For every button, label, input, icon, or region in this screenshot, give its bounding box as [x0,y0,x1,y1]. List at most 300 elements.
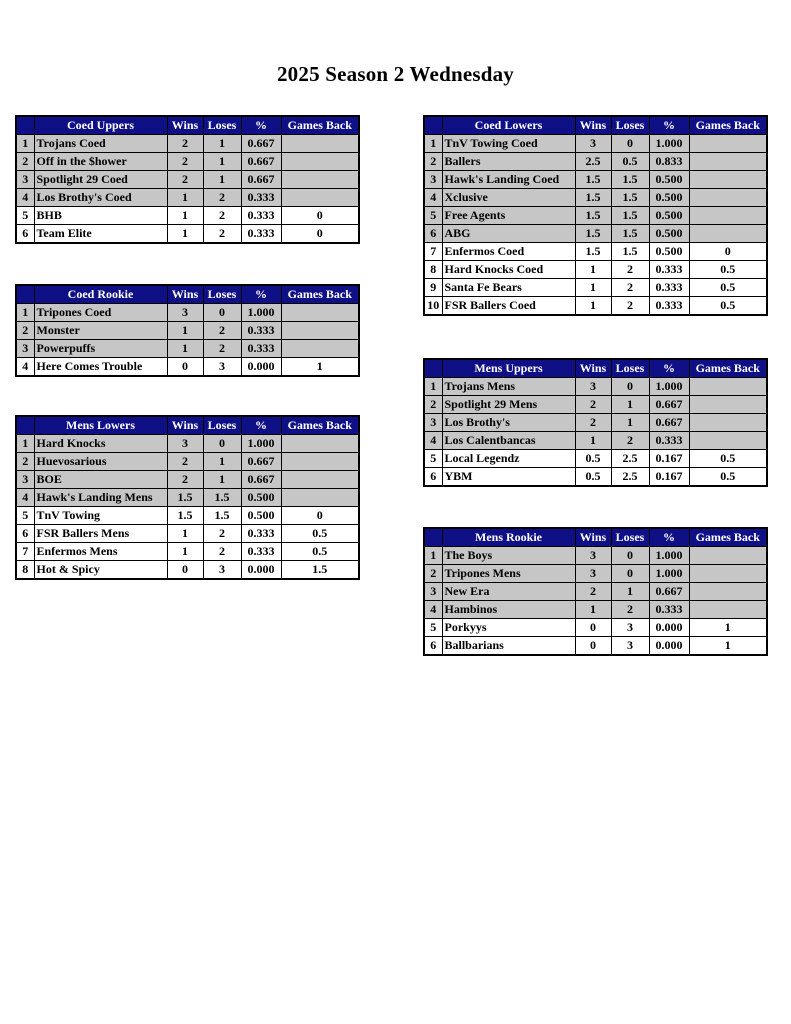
pct-cell: 0.333 [241,543,281,561]
pct-cell: 0.500 [649,189,689,207]
pct-cell: 0.667 [241,453,281,471]
wins-cell: 2 [167,135,203,153]
wins-cell: 1.5 [575,225,611,243]
division-title: Coed Lowers [442,116,575,135]
table-row [16,171,359,189]
games-back-cell [689,153,767,171]
team-cell: Enfermos Mens [34,543,167,561]
pct-cell: 0.667 [649,583,689,601]
loses-cell: 0 [611,547,649,565]
team-cell: Spotlight 29 Coed [34,171,167,189]
loses-cell: 1.5 [611,207,649,225]
loses-cell: 0.5 [611,153,649,171]
rank-cell: 1 [16,304,34,322]
rank-column-header [16,416,34,435]
games-back-cell [689,189,767,207]
rank-column-header [16,116,34,135]
standings-table-coed-lowers [423,115,768,316]
games-back-cell [689,171,767,189]
rank-cell: 1 [424,378,442,396]
loses-cell: 3 [611,619,649,637]
table-row [16,225,359,244]
team-cell: Hambinos [442,601,575,619]
loses-cell: 1.5 [611,225,649,243]
rank-column-header [424,528,442,547]
wins-column-header: Wins [575,116,611,135]
wins-column-header: Wins [167,285,203,304]
loses-cell: 0 [611,135,649,153]
loses-column-header: Loses [203,116,241,135]
wins-cell: 0.5 [575,450,611,468]
table-row [424,297,767,316]
table-row [424,189,767,207]
wins-cell: 1 [575,279,611,297]
pct-cell: 0.667 [241,135,281,153]
table-row [16,322,359,340]
table-row [424,583,767,601]
pct-cell: 0.000 [241,358,281,377]
page-title: 2025 Season 2 Wednesday [276,62,514,86]
games-back-cell: 0 [281,207,359,225]
wins-cell: 1.5 [575,189,611,207]
games-back-cell [689,225,767,243]
rank-cell: 6 [16,225,34,244]
pct-cell: 0.333 [649,279,689,297]
table-row [424,565,767,583]
games-back-cell [689,547,767,565]
loses-cell: 1 [203,171,241,189]
table-row [424,243,767,261]
loses-column-header: Loses [611,528,649,547]
wins-cell: 1 [575,601,611,619]
rank-cell: 1 [424,135,442,153]
rank-cell: 7 [424,243,442,261]
team-cell: Hawk's Landing Coed [442,171,575,189]
wins-cell: 2 [575,396,611,414]
table-row [16,471,359,489]
loses-cell: 1 [203,135,241,153]
wins-cell: 1 [167,207,203,225]
pct-cell: 1.000 [649,135,689,153]
loses-cell: 3 [203,561,241,580]
wins-cell: 0 [575,619,611,637]
standings-table-mens-uppers [423,358,768,487]
table-row [424,547,767,565]
table-row [16,489,359,507]
table-row [424,378,767,396]
rank-cell: 5 [424,207,442,225]
wins-cell: 1 [167,322,203,340]
table-row [16,561,359,580]
division-title: Mens Lowers [34,416,167,435]
table-row [424,153,767,171]
table-row [424,637,767,656]
rank-cell: 1 [16,135,34,153]
games-back-cell [281,435,359,453]
games-back-cell: 1 [689,637,767,656]
standings-table-mens-rookie [423,527,768,656]
wins-cell: 1 [575,261,611,279]
rank-cell: 2 [424,565,442,583]
table-header-row [424,116,767,135]
wins-cell: 3 [575,565,611,583]
team-cell: Hard Knocks Coed [442,261,575,279]
games-back-cell: 0.5 [281,525,359,543]
loses-cell: 1.5 [611,243,649,261]
rank-cell: 6 [16,525,34,543]
wins-column-header: Wins [167,116,203,135]
pct-cell: 0.333 [649,601,689,619]
wins-cell: 1.5 [167,507,203,525]
games-back-cell: 0.5 [689,468,767,487]
loses-cell: 2 [611,601,649,619]
team-cell: Ballbarians [442,637,575,656]
loses-cell: 1 [203,471,241,489]
loses-cell: 2 [203,225,241,244]
rank-cell: 4 [16,489,34,507]
rank-cell: 4 [16,189,34,207]
wins-cell: 0 [167,358,203,377]
games-back-column-header: Games Back [689,359,767,378]
standings-table-coed-rookie [15,284,360,377]
loses-cell: 2 [203,322,241,340]
team-cell: TnV Towing [34,507,167,525]
wins-cell: 1.5 [575,243,611,261]
games-back-cell [689,583,767,601]
games-back-cell: 0.5 [689,450,767,468]
wins-cell: 2 [167,171,203,189]
wins-cell: 1 [575,432,611,450]
rank-cell: 5 [424,450,442,468]
pct-column-header: % [241,116,281,135]
pct-cell: 0.000 [649,637,689,656]
wins-cell: 3 [575,547,611,565]
table-row [424,171,767,189]
wins-cell: 0 [575,637,611,656]
table-row [16,153,359,171]
pct-column-header: % [649,116,689,135]
rank-cell: 3 [424,414,442,432]
table-header-row [424,528,767,547]
division-title: Mens Uppers [442,359,575,378]
rank-cell: 6 [424,637,442,656]
wins-column-header: Wins [575,528,611,547]
rank-cell: 5 [424,619,442,637]
games-back-cell: 0.5 [689,279,767,297]
pct-cell: 0.500 [241,489,281,507]
table-row [16,435,359,453]
wins-column-header: Wins [575,359,611,378]
table-row [424,450,767,468]
loses-cell: 2 [611,432,649,450]
rank-cell: 4 [16,358,34,377]
team-cell: Los Brothy's Coed [34,189,167,207]
loses-cell: 2 [611,279,649,297]
games-back-cell [281,153,359,171]
rank-cell: 4 [424,432,442,450]
games-back-cell: 0 [281,225,359,244]
loses-column-header: Loses [611,116,649,135]
loses-cell: 1 [611,396,649,414]
table-row [16,543,359,561]
games-back-cell [281,304,359,322]
loses-column-header: Loses [611,359,649,378]
loses-cell: 2.5 [611,468,649,487]
team-cell: Hawk's Landing Mens [34,489,167,507]
loses-cell: 1.5 [611,171,649,189]
wins-cell: 3 [167,435,203,453]
team-cell: Tripones Mens [442,565,575,583]
loses-cell: 1.5 [611,189,649,207]
team-cell: Xclusive [442,189,575,207]
rank-cell: 2 [16,453,34,471]
pct-cell: 0.333 [241,207,281,225]
rank-cell: 6 [424,225,442,243]
wins-cell: 2 [167,471,203,489]
table-row [16,453,359,471]
games-back-cell: 1 [281,358,359,377]
rank-cell: 8 [424,261,442,279]
wins-cell: 1.5 [575,171,611,189]
pct-cell: 0.667 [241,171,281,189]
games-back-cell: 0 [281,507,359,525]
standings-table-mens-lowers [15,415,360,580]
team-cell: Local Legendz [442,450,575,468]
team-cell: New Era [442,583,575,601]
rank-cell: 4 [424,189,442,207]
loses-cell: 2 [203,525,241,543]
pct-cell: 0.500 [241,507,281,525]
pct-cell: 0.000 [649,619,689,637]
rank-column-header [424,116,442,135]
games-back-cell [281,171,359,189]
pct-cell: 0.167 [649,450,689,468]
rank-cell: 9 [424,279,442,297]
loses-cell: 3 [611,637,649,656]
team-cell: Santa Fe Bears [442,279,575,297]
table-row [424,207,767,225]
wins-cell: 2 [167,153,203,171]
pct-cell: 0.333 [241,340,281,358]
division-title: Coed Rookie [34,285,167,304]
rank-cell: 1 [424,547,442,565]
table-row [424,225,767,243]
rank-cell: 2 [16,153,34,171]
pct-cell: 0.167 [649,468,689,487]
pct-column-header: % [241,416,281,435]
team-cell: Porkyys [442,619,575,637]
loses-cell: 2.5 [611,450,649,468]
games-back-cell: 1 [689,619,767,637]
loses-cell: 3 [203,358,241,377]
team-cell: Trojans Coed [34,135,167,153]
team-cell: Los Calentbancas [442,432,575,450]
games-back-cell [689,432,767,450]
wins-cell: 2 [575,583,611,601]
games-back-cell: 0.5 [689,297,767,316]
games-back-column-header: Games Back [689,528,767,547]
pct-cell: 0.500 [649,171,689,189]
wins-cell: 1 [167,525,203,543]
team-cell: The Boys [442,547,575,565]
team-cell: FSR Ballers Coed [442,297,575,316]
rank-cell: 3 [16,340,34,358]
team-cell: YBM [442,468,575,487]
team-cell: TnV Towing Coed [442,135,575,153]
games-back-cell [689,601,767,619]
pct-cell: 1.000 [649,547,689,565]
rank-cell: 8 [16,561,34,580]
pct-cell: 0.333 [649,261,689,279]
wins-cell: 3 [575,135,611,153]
team-cell: Spotlight 29 Mens [442,396,575,414]
table-header-row [16,116,359,135]
loses-cell: 1 [203,453,241,471]
team-cell: BOE [34,471,167,489]
table-row [424,432,767,450]
wins-cell: 1 [167,225,203,244]
wins-cell: 0.5 [575,468,611,487]
table-row [424,414,767,432]
team-cell: ABG [442,225,575,243]
games-back-cell [689,414,767,432]
table-row [16,304,359,322]
table-row [16,525,359,543]
table-row [16,189,359,207]
games-back-cell: 1.5 [281,561,359,580]
pct-cell: 1.000 [649,565,689,583]
pct-column-header: % [649,528,689,547]
rank-column-header [16,285,34,304]
pct-column-header: % [241,285,281,304]
pct-cell: 0.500 [649,207,689,225]
table-row [16,358,359,377]
pct-cell: 1.000 [241,435,281,453]
loses-cell: 2 [203,340,241,358]
wins-cell: 2 [167,453,203,471]
pct-cell: 0.333 [649,297,689,316]
games-back-cell [281,489,359,507]
pct-cell: 0.333 [241,525,281,543]
games-back-cell [281,189,359,207]
table-row [424,468,767,487]
division-title: Coed Uppers [34,116,167,135]
team-cell: Off in the $hower [34,153,167,171]
table-row [424,619,767,637]
rank-cell: 10 [424,297,442,316]
rank-cell: 2 [424,396,442,414]
games-back-column-header: Games Back [281,285,359,304]
pct-cell: 0.667 [649,396,689,414]
loses-column-header: Loses [203,285,241,304]
wins-cell: 0 [167,561,203,580]
table-row [424,396,767,414]
loses-cell: 1 [611,414,649,432]
games-back-cell [281,340,359,358]
wins-cell: 1 [167,189,203,207]
pct-cell: 1.000 [649,378,689,396]
team-cell: Here Comes Trouble [34,358,167,377]
rank-cell: 3 [424,171,442,189]
rank-cell: 2 [16,322,34,340]
rank-cell: 1 [16,435,34,453]
games-back-cell [281,471,359,489]
pct-cell: 0.333 [241,189,281,207]
games-back-cell [689,565,767,583]
games-back-cell [689,135,767,153]
games-back-cell [689,396,767,414]
wins-cell: 3 [167,304,203,322]
games-back-column-header: Games Back [281,116,359,135]
games-back-column-header: Games Back [281,416,359,435]
team-cell: Ballers [442,153,575,171]
loses-cell: 2 [611,297,649,316]
table-row [16,507,359,525]
pct-cell: 0.333 [241,322,281,340]
wins-cell: 2.5 [575,153,611,171]
team-cell: Powerpuffs [34,340,167,358]
table-row [16,135,359,153]
loses-cell: 0 [611,378,649,396]
loses-cell: 1 [611,583,649,601]
rank-cell: 6 [424,468,442,487]
games-back-cell [689,378,767,396]
team-cell: Los Brothy's [442,414,575,432]
rank-cell: 4 [424,601,442,619]
loses-cell: 2 [203,189,241,207]
games-back-cell: 0.5 [689,261,767,279]
table-row [424,261,767,279]
pct-column-header: % [649,359,689,378]
games-back-cell [281,453,359,471]
pct-cell: 0.500 [649,243,689,261]
team-cell: Huevosarious [34,453,167,471]
table-row [16,207,359,225]
loses-cell: 1.5 [203,507,241,525]
rank-cell: 3 [424,583,442,601]
pct-cell: 0.000 [241,561,281,580]
rank-cell: 3 [16,171,34,189]
games-back-column-header: Games Back [689,116,767,135]
wins-cell: 1 [167,340,203,358]
standings-table-coed-uppers [15,115,360,244]
rank-cell: 7 [16,543,34,561]
loses-cell: 0 [203,435,241,453]
rank-cell: 2 [424,153,442,171]
table-row [424,601,767,619]
pct-cell: 0.500 [649,225,689,243]
pct-cell: 1.000 [241,304,281,322]
pct-cell: 0.667 [649,414,689,432]
loses-cell: 2 [611,261,649,279]
rank-cell: 5 [16,207,34,225]
loses-column-header: Loses [203,416,241,435]
rank-cell: 3 [16,471,34,489]
loses-cell: 1 [203,153,241,171]
wins-cell: 3 [575,378,611,396]
team-cell: BHB [34,207,167,225]
team-cell: FSR Ballers Mens [34,525,167,543]
team-cell: Hot & Spicy [34,561,167,580]
team-cell: Team Elite [34,225,167,244]
table-row [424,279,767,297]
pct-cell: 0.333 [241,225,281,244]
team-cell: Hard Knocks [34,435,167,453]
wins-cell: 1.5 [167,489,203,507]
loses-cell: 2 [203,207,241,225]
table-row [424,135,767,153]
table-row [16,340,359,358]
